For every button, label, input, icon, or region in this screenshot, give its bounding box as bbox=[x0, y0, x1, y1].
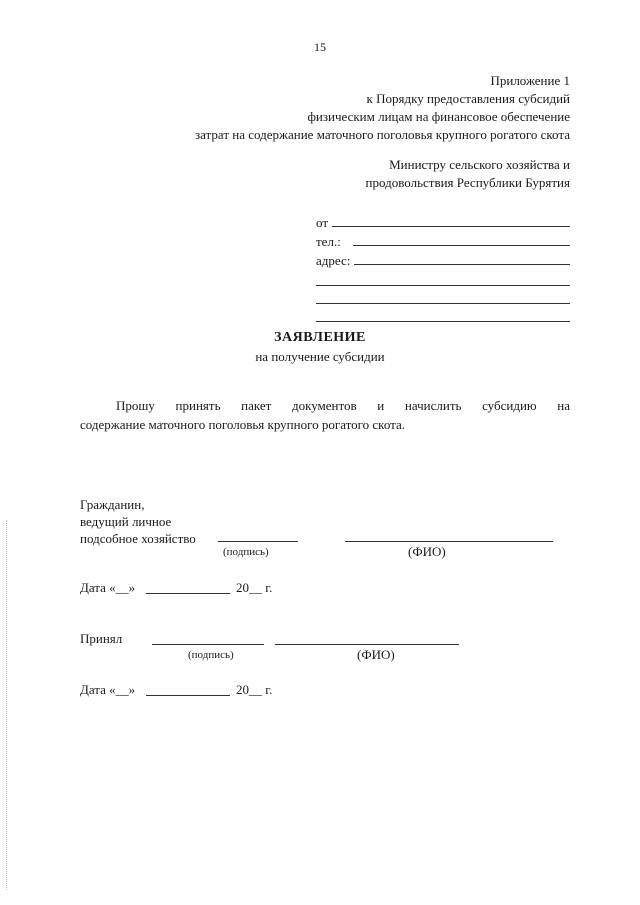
from-row bbox=[316, 211, 570, 230]
date-year-2: 20__ г. bbox=[236, 682, 273, 697]
date-label-2: Дата «__» bbox=[80, 682, 136, 697]
address-blank-line-1[interactable] bbox=[316, 268, 570, 286]
scan-margin-artifact bbox=[6, 520, 9, 890]
date-year-1: 20__ г. bbox=[236, 580, 273, 595]
address-blank-line-2[interactable] bbox=[316, 286, 570, 304]
accepted-fio-line[interactable] bbox=[275, 644, 459, 645]
date-label-1: Дата «__» bbox=[80, 580, 136, 595]
addressee-block bbox=[366, 156, 570, 192]
body-line-1: Прошу принять пакет документов и начислить субсидию на bbox=[116, 398, 570, 413]
body-line-2: содержание маточного поголовья крупного рогатого скота. bbox=[80, 417, 406, 432]
citizen-line-2: ведущий личное bbox=[80, 514, 172, 529]
accepted-signature-caption: (подпись) bbox=[188, 649, 234, 661]
tel-field-line[interactable] bbox=[353, 233, 570, 246]
document-title: ЗАЯВЛЕНИЕ bbox=[274, 330, 366, 345]
citizen-line-1: Гражданин, bbox=[80, 497, 145, 512]
address-row bbox=[316, 249, 570, 268]
tel-row bbox=[316, 230, 570, 249]
appendix-line-1: Приложение 1 bbox=[490, 73, 570, 88]
addressee-line-2: продовольствия Республики Бурятия bbox=[365, 175, 570, 190]
address-blank-line-3[interactable] bbox=[316, 304, 570, 322]
sender-block bbox=[316, 211, 570, 322]
appendix-line-3: физическим лицам на финансовое обеспечение bbox=[307, 109, 570, 124]
citizen-line-3: подсобное хозяйство bbox=[80, 531, 196, 546]
citizen-fio-caption: (ФИО) bbox=[408, 544, 446, 559]
tel-label: тел.: bbox=[316, 234, 341, 249]
accepted-label: Принял bbox=[80, 631, 123, 646]
address-label: адрес: bbox=[316, 253, 351, 268]
document-subtitle: на получение субсидии bbox=[255, 349, 385, 364]
citizen-signature-caption: (подпись) bbox=[223, 546, 269, 558]
page-number: 15 bbox=[314, 40, 326, 54]
citizen-fio-line[interactable] bbox=[345, 541, 553, 542]
citizen-block bbox=[80, 496, 196, 547]
citizen-signature-line[interactable] bbox=[218, 541, 298, 542]
appendix-header bbox=[195, 72, 570, 144]
address-field-line[interactable] bbox=[354, 252, 570, 265]
date-month-line-2[interactable] bbox=[146, 695, 230, 696]
from-label: от bbox=[316, 215, 329, 230]
addressee-line-1: Министру сельского хозяйства и bbox=[389, 157, 570, 172]
accepted-fio-caption: (ФИО) bbox=[357, 647, 395, 662]
appendix-line-4: затрат на содержание маточного поголовья крупного рогатого скота bbox=[194, 127, 570, 142]
accepted-signature-line[interactable] bbox=[152, 644, 264, 645]
appendix-line-2: к Порядку предоставления субсидий bbox=[366, 91, 570, 106]
date-month-line-1[interactable] bbox=[146, 593, 230, 594]
from-field-line[interactable] bbox=[332, 214, 570, 227]
